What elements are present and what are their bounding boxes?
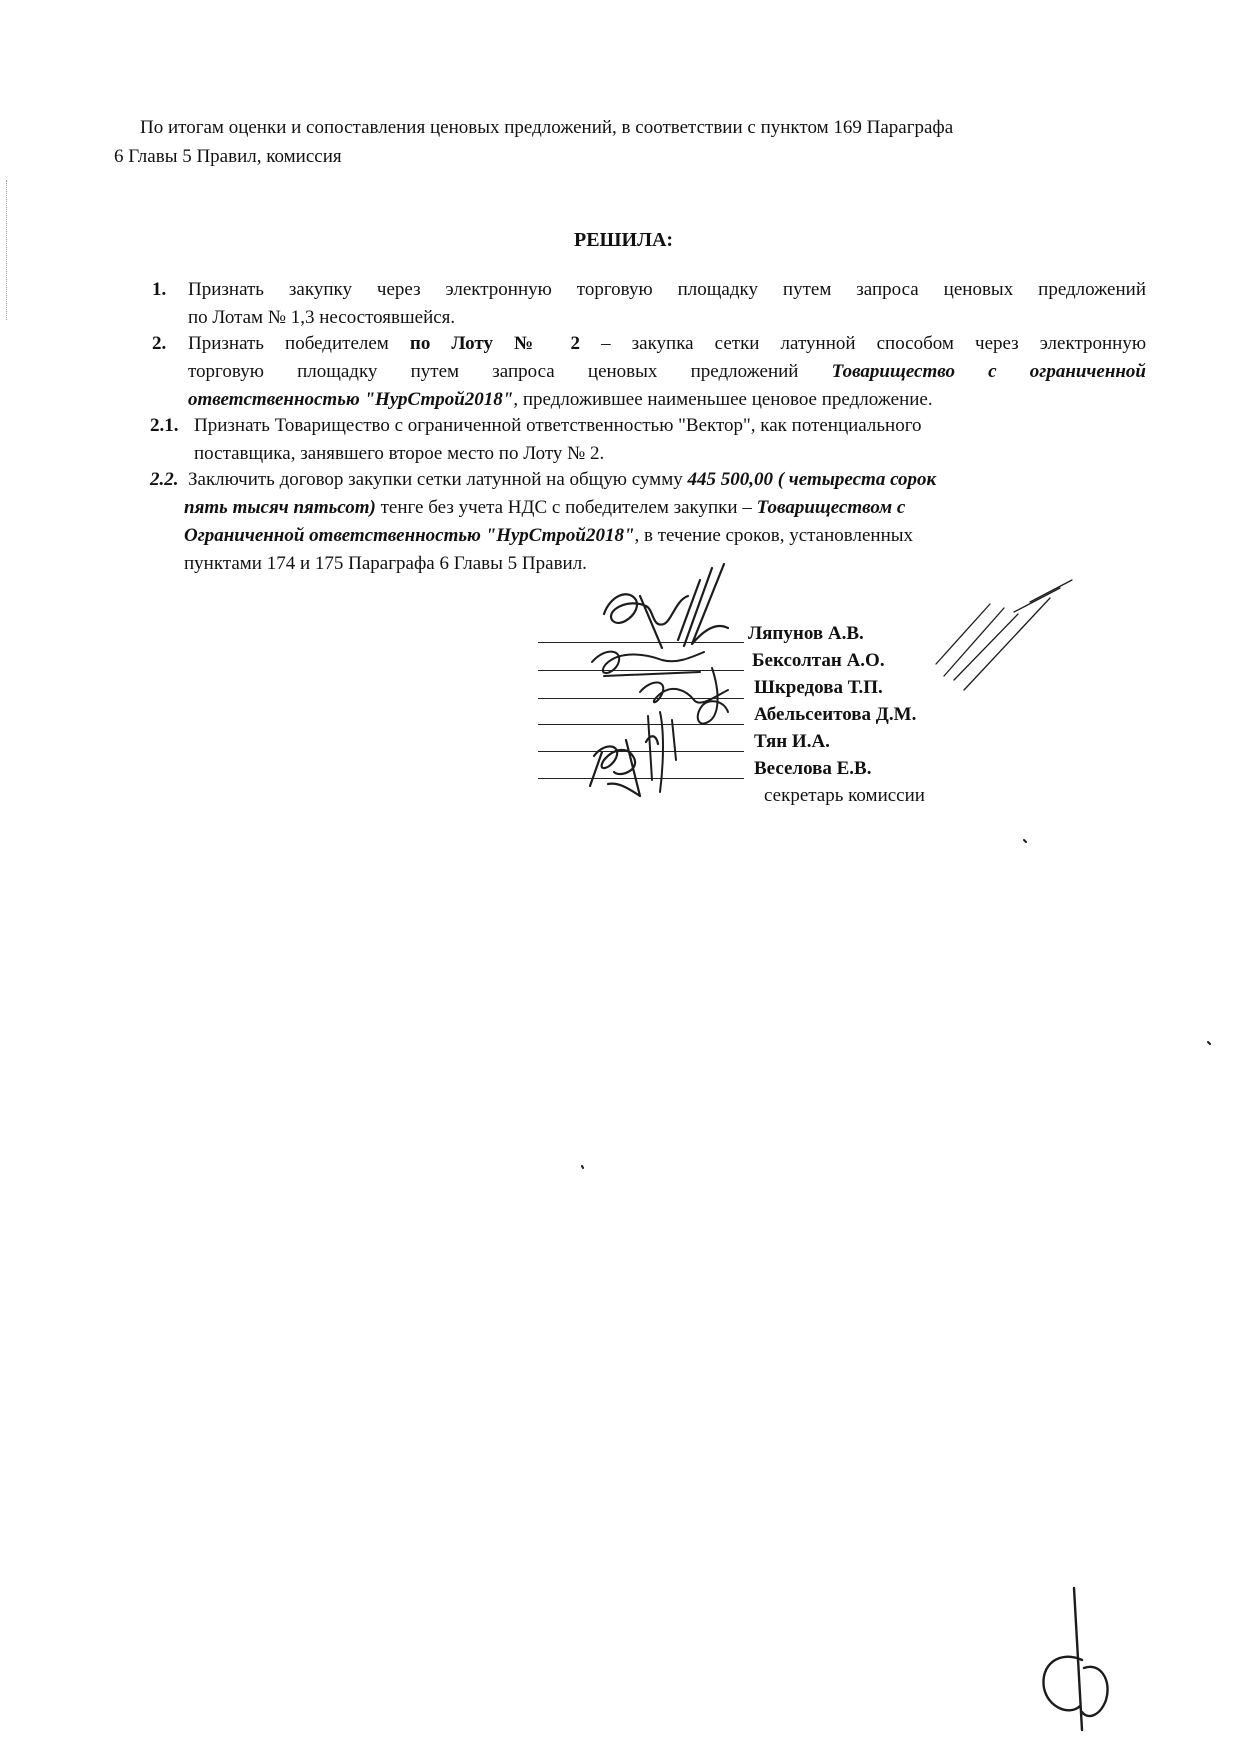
item-2-2-line-2: [184, 494, 905, 522]
initial-mark: [1043, 1588, 1107, 1730]
item-2-2-amount: 445 500,00 ( четыреста сорок: [687, 469, 937, 490]
signature-1: [604, 564, 728, 648]
item-2-2-winner-a: Товариществом с: [756, 497, 906, 518]
item-2-2-line-3: [184, 522, 913, 550]
item-2-text-c: – закупка сетки латунной способом через электронную: [580, 333, 1147, 354]
item-2-line3-text: , предложившее наименьшее ценовое предложение.: [513, 389, 933, 410]
item-2-2-line-4: пунктами 174 и 175 Параграфа 6 Главы 5 Правил.: [184, 553, 587, 574]
signature-2: [592, 652, 704, 676]
item-1-number: 1.: [152, 279, 167, 300]
item-2-1-number: 2.1.: [150, 415, 179, 436]
intro-line-2: 6 Главы 5 Правил, комиссия: [114, 146, 342, 167]
signatory-name: Абельсеитова Д.М.: [754, 704, 917, 725]
item-2-line-1: [188, 330, 1146, 358]
signatory-name: Шкредова Т.П.: [754, 677, 883, 698]
item-1-line-2: по Лотам № 1,3 несостоявшейся.: [188, 307, 456, 328]
item-2-line-2: [188, 358, 1146, 386]
signature-3: [640, 668, 728, 724]
scan-edge-marks: [6, 180, 11, 320]
item-2-1-line-1: Признать Товарищество с ограниченной ответственностью "Вектор", как потенциального: [194, 415, 922, 436]
item-2-text-a: Признать победителем: [188, 333, 410, 354]
decision-heading: РЕШИЛА:: [574, 229, 674, 251]
intro-line-1: По итогам оценки и сопоставления ценовых предложений, в соответствии с пунктом 169 Параграфа: [140, 117, 954, 138]
signatory-name: Веселова Е.В.: [754, 758, 872, 779]
item-2-2-text-c: , в течение сроков, установленных: [634, 525, 913, 546]
signatory-name: Тян И.А.: [754, 731, 830, 752]
item-2-winner-b: ответственностью "НурСтрой2018": [188, 389, 514, 410]
signature-diagonal: [936, 580, 1072, 690]
item-2-2-winner-b: Ограниченной ответственностью "НурСтрой2018": [184, 525, 635, 546]
signature-line-6: [538, 778, 744, 779]
item-1-line-1: Признать закупку через электронную торговую площадку путем запроса ценовых предложений: [188, 279, 1146, 300]
item-2-line2-text: торговую площадку путем запроса ценовых предложений: [188, 361, 832, 382]
item-2-2-text-b: тенге без учета НДС с победителем закупки –: [375, 497, 757, 518]
signature-line-4: [538, 724, 744, 725]
signature-line-5: [538, 751, 744, 752]
item-2-line-3: [188, 386, 933, 414]
scan-speck: [582, 840, 1210, 1168]
item-2-2-line-1: [188, 466, 936, 494]
item-2-number: 2.: [152, 333, 167, 354]
signature-line-2: [538, 670, 744, 671]
item-2-winner-a: Товарищество с ограниченной: [831, 361, 1146, 382]
secretary-role: секретарь комиссии: [764, 785, 925, 806]
item-2-2-text-a: Заключить договор закупки сетки латунной на общую сумму: [188, 469, 688, 490]
signature-line-3: [538, 698, 744, 699]
item-2-lot-ref: по Лоту № 2: [409, 333, 581, 354]
signature-5: [590, 736, 658, 796]
item-2-1-line-2: поставщика, занявшего второе место по Лоту № 2.: [194, 443, 605, 464]
item-2-2-number: 2.2.: [150, 469, 179, 490]
signatory-name: Бексолтан А.О.: [752, 650, 885, 671]
item-2-2-amount-words: пять тысяч пятьсот): [184, 497, 376, 518]
signature-line-1: [538, 642, 744, 643]
signatory-name: Ляпунов А.В.: [748, 623, 864, 644]
